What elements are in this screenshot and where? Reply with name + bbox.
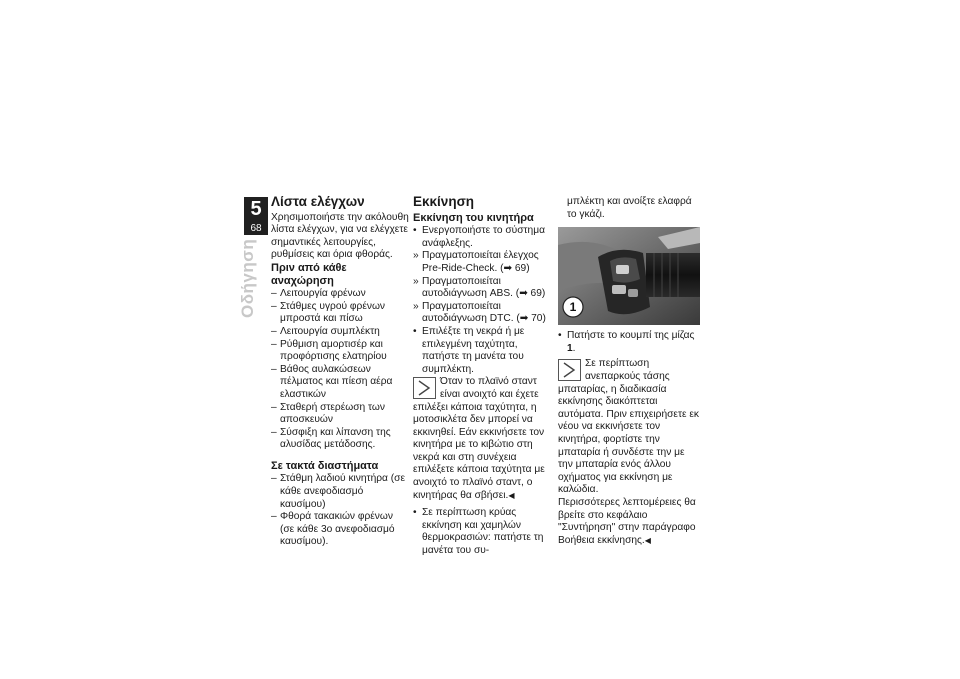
list-item: – Στάθμη λαδιού κινητήρα (σε κάθε ανεφοδιασμό καυσίμου): [271, 473, 409, 511]
list-item: – Σύσφιξη και λίπανση της αλυσίδας μετάδοσης.: [271, 427, 409, 452]
more-details-text: Περισσότερες λεπτομέρειες θα βρείτε στο κεφάλαιο "Συντήρηση" στην παράγραφο Βοήθεια εκκίνησης.◀: [558, 496, 696, 546]
side-stand-note: Όταν το πλαϊνό σταντ είναι ανοιχτό και έχετε επιλέξει κάποια ταχύτητα, η μοτοσικλέτα δεν μπορεί να εκκινηθεί. Εάν εκκινήσετε τον κινητήρα με το κιβώτιο στη νεκρά και στη συνέχεια επιλέξετε κάποια ταχύτητα με ανοιχτό το πλαϊνό σταντ, ο κινητήρας θα σβήσει.◀: [413, 376, 545, 501]
list-item: – Λειτουργία φρένων: [271, 288, 409, 301]
list-item: – Λειτουργία συμπλέκτη: [271, 326, 409, 339]
chapter-number: 5: [250, 198, 262, 220]
photo-callout-1: 1: [569, 300, 577, 315]
end-mark-icon: ◀: [644, 535, 651, 545]
end-mark-icon: ◀: [508, 490, 515, 500]
list-item: – Σταθερή στερέωση των αποσκευών: [271, 402, 409, 427]
list-item: » Πραγματοποιείται αυτοδιάγνωση DTC. (➡ 70): [413, 301, 551, 326]
list-item: – Φθορά τακακιών φρένων (σε κάθε 3ο ανεφοδιασμό καυσίμου).: [271, 511, 409, 549]
chapter-tab: [244, 197, 268, 235]
checklist-column: [271, 196, 409, 549]
battery-note: Σε περίπτωση ανεπαρκούς τάσης μπαταρίας, η διαδικασία εκκίνησης διακόπτεται αυτόματα. Πριν επιχειρήσετε εκ νέου να εκκινήσετε τον κινητήρα, φορτίστε την μπαταρία ή συνδέστε την με την μπαταρία ενός άλλου οχήματος για εκκίνηση με καλώδια.: [558, 358, 699, 496]
section-label: Οδήγηση: [238, 238, 257, 318]
regular-intervals-list: [271, 473, 409, 549]
note-icon: [558, 359, 581, 381]
page-number: 68: [250, 223, 262, 234]
list-item: » Πραγματοποιείται αυτοδιάγνωση ABS. (➡ 69): [413, 276, 551, 301]
continued-text: μπλέκτη και ανοίξτε ελαφρά το γκάζι.: [567, 196, 692, 220]
regular-intervals-heading: Σε τακτά διαστήματα: [271, 459, 379, 472]
note-icon: [413, 377, 436, 399]
engine-start-heading: Εκκίνηση του κινητήρα: [413, 211, 534, 224]
list-item: • Ενεργοποιήστε το σύστημα ανάφλεξης.: [413, 225, 551, 250]
list-item: • Επιλέξτε τη νεκρά ή με επιλεγμένη ταχύτητα, πατήστε τη μανέτα του συμπλέκτη.: [413, 326, 551, 376]
list-item: » Πραγματοποιείται έλεγχος Pre-Ride-Check. (➡ 69): [413, 250, 551, 275]
list-item: – Βάθος αυλακώσεων πέλματος και πίεση αέρα ελαστικών: [271, 364, 409, 402]
list-item: – Ρύθμιση αμορτισέρ και προφόρτισης ελατηρίου: [271, 339, 409, 364]
starting-column: [413, 196, 551, 558]
self-check-list: [413, 250, 551, 326]
checklist-intro: Χρησιμοποιήστε την ακόλουθη λίστα ελέγχων, για να ελέγχετε σημαντικές λειτουργίες, ρυθμίσεις και όρια φθοράς.: [271, 211, 409, 261]
before-departure-heading: Πριν από κάθε αναχώρηση: [271, 261, 347, 287]
starting-column-cont: [558, 196, 700, 547]
list-item: • Σε περίπτωση κρύας εκκίνηση και χαμηλών θερμοκρασιών: πατήστε τη μανέτα του συ-: [413, 507, 551, 557]
before-departure-list: [271, 288, 409, 452]
list-item: – Στάθμες υγρού φρένων μπροστά και πίσω: [271, 301, 409, 326]
checklist-title: Λίστα ελέγχων: [271, 194, 365, 209]
list-item: • Πατήστε το κουμπί της μίζας 1.: [558, 330, 700, 355]
starting-title: Εκκίνηση: [413, 194, 475, 209]
handlebar-switch-photo: [558, 227, 700, 325]
